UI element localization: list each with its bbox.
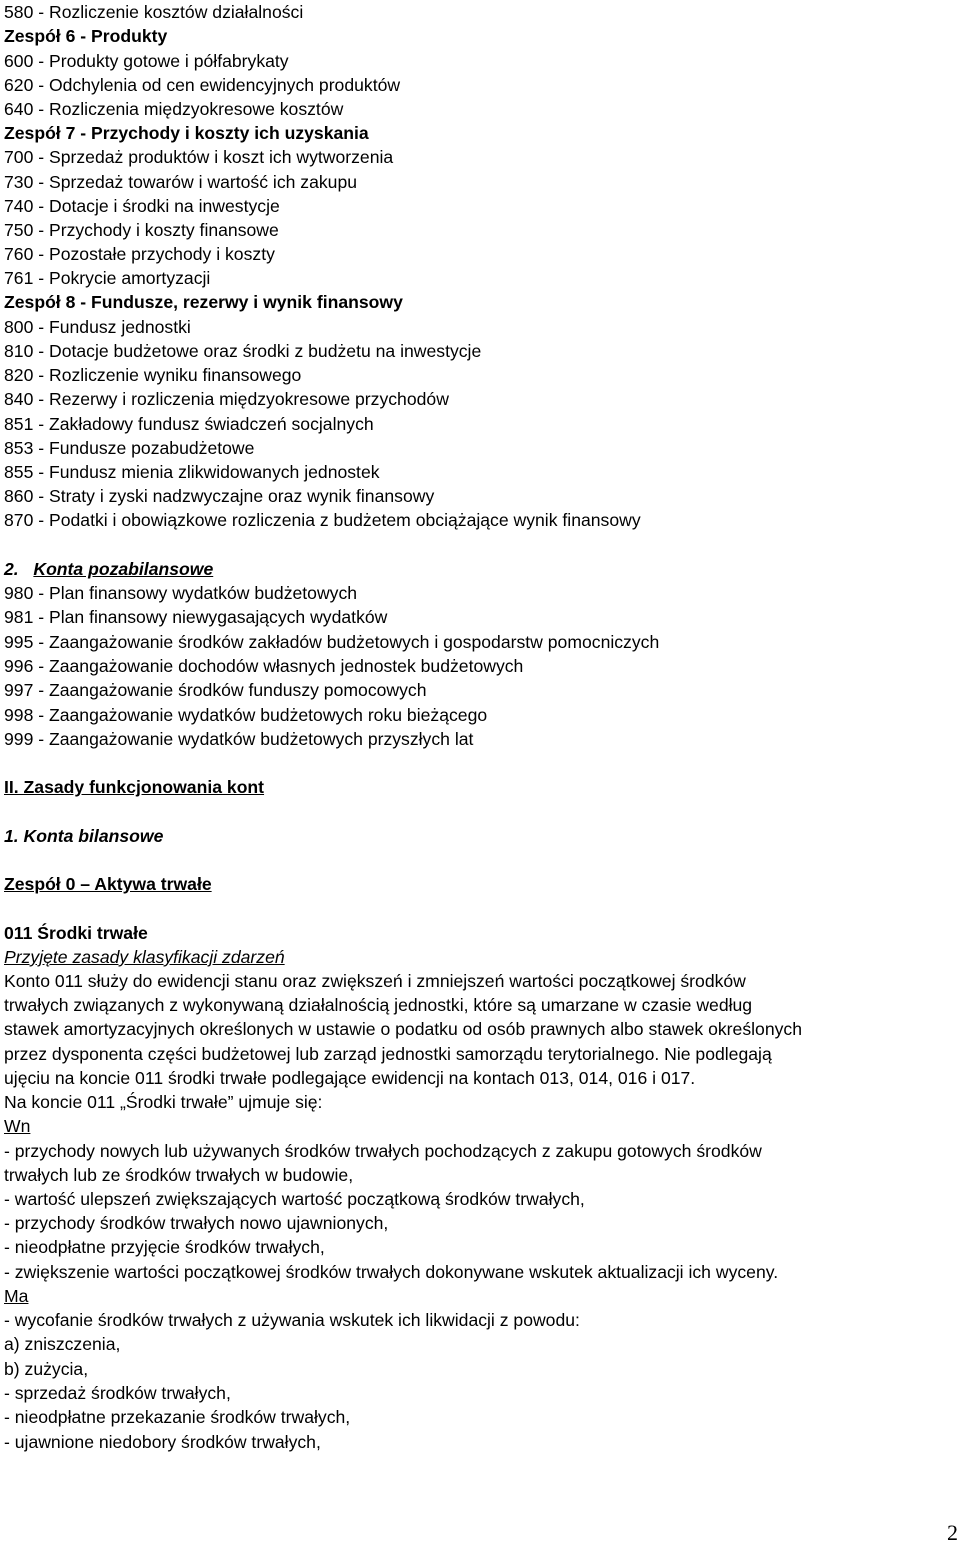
group-title: Zespół 0 – Aktywa trwałe bbox=[4, 874, 212, 894]
wn-item: - nieodpłatne przyjęcie środków trwałych, bbox=[4, 1237, 325, 1257]
off-balance-number: 2. bbox=[4, 559, 19, 579]
paragraph-line: Konto 011 służy do ewidencji stanu oraz zwiększeń i zmniejszeń wartości początkowej środków bbox=[4, 971, 746, 991]
plan-line: 840 - Rezerwy i rozliczenia międzyokresowe przychodów bbox=[4, 389, 449, 409]
wn-item: - przychody środków trwałych nowo ujawnionych, bbox=[4, 1213, 389, 1233]
ma-item: a) zniszczenia, bbox=[4, 1334, 121, 1354]
wn-item: - wartość ulepszeń zwiększających wartość początkową środków trwałych, bbox=[4, 1189, 585, 1209]
page-number: 2 bbox=[947, 1520, 958, 1545]
group-heading: Zespół 8 - Fundusze, rezerwy i wynik finansowy bbox=[4, 292, 403, 312]
plan-line: 870 - Podatki i obowiązkowe rozliczenia z budżetem obciążające wynik finansowy bbox=[4, 510, 641, 530]
plan-line: 740 - Dotacje i środki na inwestycje bbox=[4, 196, 280, 216]
off-balance-item: 995 - Zaangażowanie środków zakładów budżetowych i gospodarstw pomocniczych bbox=[4, 632, 660, 652]
off-balance-item: 998 - Zaangażowanie wydatków budżetowych roku bieżącego bbox=[4, 705, 488, 725]
paragraph-line: Na koncie 011 „Środki trwałe” ujmuje się: bbox=[4, 1092, 323, 1112]
ma-label: Ma bbox=[4, 1286, 29, 1306]
section-title: II. Zasady funkcjonowania kont bbox=[4, 777, 265, 797]
paragraph-line: stawek amortyzacyjnych określonych w ustawie o podatku od osób prawnych albo stawek określonych bbox=[4, 1019, 802, 1039]
paragraph-line: przez dysponenta części budżetowej lub zarząd jednostki samorządu terytorialnego. Nie podlegają bbox=[4, 1044, 772, 1064]
ma-item: - wycofanie środków trwałych z używania wskutek ich likwidacji z powodu: bbox=[4, 1310, 580, 1330]
ma-item: b) zużycia, bbox=[4, 1359, 89, 1379]
plan-line: 853 - Fundusze pozabudżetowe bbox=[4, 438, 255, 458]
plan-line: 860 - Straty i zyski nadzwyczajne oraz wynik finansowy bbox=[4, 486, 435, 506]
off-balance-item: 999 - Zaangażowanie wydatków budżetowych przyszłych lat bbox=[4, 729, 474, 749]
off-balance-item: 981 - Plan finansowy niewygasających wydatków bbox=[4, 607, 388, 627]
off-balance-title: Konta pozabilansowe bbox=[33, 559, 214, 579]
group-heading: Zespół 7 - Przychody i koszty ich uzyskania bbox=[4, 123, 369, 143]
principles-title: Przyjęte zasady klasyfikacji zdarzeń bbox=[4, 947, 285, 967]
plan-line: 730 - Sprzedaż towarów i wartość ich zakupu bbox=[4, 172, 358, 192]
plan-line: 750 - Przychody i koszty finansowe bbox=[4, 220, 279, 240]
wn-item: - zwiększenie wartości początkowej środków trwałych dokonywane wskutek aktualizacji ich wyceny. bbox=[4, 1262, 779, 1282]
plan-line: 640 - Rozliczenia międzyokresowe kosztów bbox=[4, 99, 344, 119]
ma-item: - sprzedaż środków trwałych, bbox=[4, 1383, 231, 1403]
plan-line: 810 - Dotacje budżetowe oraz środki z budżetu na inwestycje bbox=[4, 341, 482, 361]
off-balance-item: 997 - Zaangażowanie środków funduszy pomocowych bbox=[4, 680, 427, 700]
plan-line: 800 - Fundusz jednostki bbox=[4, 317, 191, 337]
paragraph-line: ujęciu na koncie 011 środki trwałe podlegające ewidencji na kontach 013, 014, 016 i 017. bbox=[4, 1068, 696, 1088]
plan-line: 700 - Sprzedaż produktów i koszt ich wytworzenia bbox=[4, 147, 394, 167]
off-balance-heading bbox=[4, 559, 213, 579]
account-title: 011 Środki trwałe bbox=[4, 923, 148, 943]
plan-line: 760 - Pozostałe przychody i koszty bbox=[4, 244, 275, 264]
plan-line: 851 - Zakładowy fundusz świadczeń socjalnych bbox=[4, 414, 374, 434]
group-heading: Zespół 6 - Produkty bbox=[4, 26, 168, 46]
ma-item: - nieodpłatne przekazanie środków trwałych, bbox=[4, 1407, 351, 1427]
plan-line: 761 - Pokrycie amortyzacji bbox=[4, 268, 211, 288]
plan-line: 580 - Rozliczenie kosztów działalności bbox=[4, 2, 304, 22]
plan-line: 620 - Odchylenia od cen ewidencyjnych produktów bbox=[4, 75, 401, 95]
subsection-title: 1. Konta bilansowe bbox=[4, 826, 164, 846]
off-balance-item: 996 - Zaangażowanie dochodów własnych jednostek budżetowych bbox=[4, 656, 524, 676]
off-balance-item: 980 - Plan finansowy wydatków budżetowych bbox=[4, 583, 358, 603]
plan-line: 600 - Produkty gotowe i półfabrykaty bbox=[4, 51, 289, 71]
paragraph-line: trwałych związanych z wykonywaną działalnością jednostki, które są umarzane w czasie według bbox=[4, 995, 753, 1015]
plan-line: 855 - Fundusz mienia zlikwidowanych jednostek bbox=[4, 462, 380, 482]
wn-item: trwałych lub ze środków trwałych w budowie, bbox=[4, 1165, 354, 1185]
wn-label: Wn bbox=[4, 1116, 31, 1136]
plan-line: 820 - Rozliczenie wyniku finansowego bbox=[4, 365, 302, 385]
wn-item: - przychody nowych lub używanych środków trwałych pochodzących z zakupu gotowych środków bbox=[4, 1141, 762, 1161]
ma-item: - ujawnione niedobory środków trwałych, bbox=[4, 1432, 321, 1452]
